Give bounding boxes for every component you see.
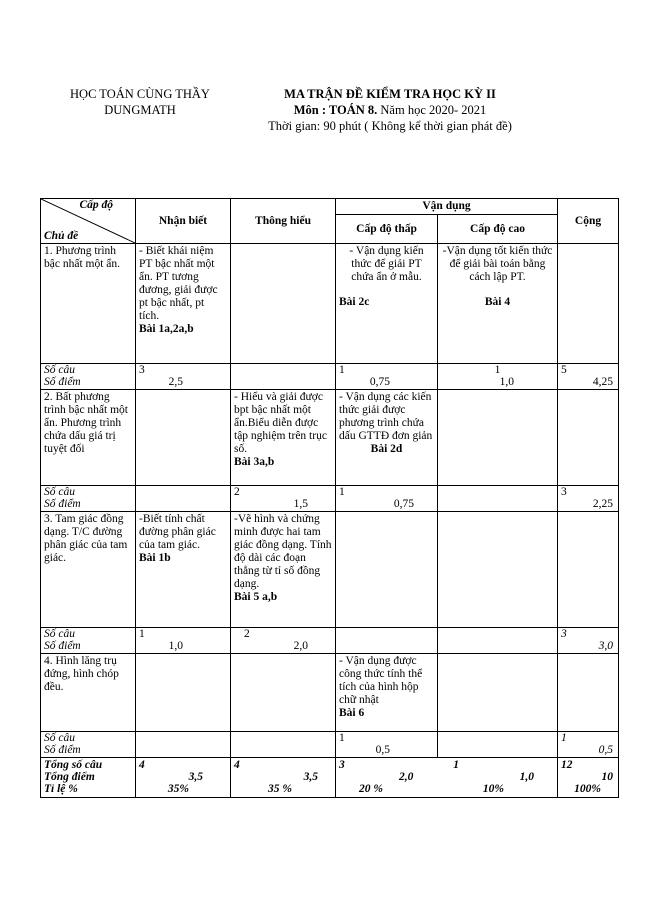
cao-score [438, 486, 558, 512]
topic-row-3 [41, 512, 619, 628]
th-cell [231, 654, 336, 732]
thap-cell [336, 244, 438, 364]
thap-cau: 1 [339, 486, 345, 498]
nb-cell [136, 244, 231, 364]
cao-diem: 1,0 [499, 376, 515, 388]
school-name: HỌC TOÁN CÙNG THẦY [70, 87, 210, 101]
thap-cell [336, 654, 438, 732]
subject-line [245, 102, 535, 118]
nb-total-diem: 3,5 [188, 771, 203, 783]
th-cell [231, 244, 336, 364]
cong-diem: 4,25 [592, 376, 614, 388]
score-labels [41, 486, 136, 512]
topic-name: 3. Tam giác đồng dạng. T/C đường phân giác của tam giác. [41, 512, 136, 628]
thap-total-pct: 20 % [359, 783, 383, 795]
totals-row [41, 758, 619, 798]
thap-total-cau: 3 [339, 759, 345, 771]
nb-score [136, 364, 231, 390]
cao-text: -Vận dụng tốt kiến thức để giải bài toán bằng cách lập PT. [442, 245, 553, 283]
nb-cau: 3 [139, 364, 145, 376]
cong-diem: 2,25 [592, 498, 614, 510]
th-diem: 1,5 [293, 498, 308, 510]
cong-cau: 3 [561, 486, 567, 498]
th-totals [231, 758, 336, 798]
totals-labels [41, 758, 136, 798]
nb-diem: 1,0 [168, 640, 183, 652]
cong-score [558, 364, 619, 390]
thap-cau: 1 [339, 364, 345, 376]
so-cau-label: Số câu [44, 732, 75, 744]
cong-cell [558, 390, 619, 486]
thap-total-diem: 2,0 [399, 771, 414, 783]
cao-bai: Bài 4 [484, 296, 511, 308]
cong-cell [558, 654, 619, 732]
th-diem: 2,0 [293, 640, 308, 652]
cong-totals [558, 758, 619, 798]
th-total-diem: 3,5 [303, 771, 318, 783]
so-cau-label: Số câu [44, 628, 75, 640]
thap-score [336, 732, 438, 758]
thap-text: - Vận dụng các kiến thức giải được phương trình chứa dấu GTTĐ đơn giản [339, 391, 433, 442]
cao-score [438, 628, 558, 654]
score-labels [41, 364, 136, 390]
thap-diem: 0,75 [393, 498, 414, 510]
so-diem-label: Số điểm [44, 640, 81, 652]
thap-score [336, 364, 438, 390]
subject-label: Môn : TOÁN 8. [293, 103, 378, 117]
th-cell [231, 512, 336, 628]
nb-total-pct: 35% [167, 783, 189, 795]
col-cap-do-thap: Cấp độ thấp [336, 215, 438, 244]
topic-name: 4. Hình lăng trụ đứng, hình chóp đều. [41, 654, 136, 732]
thap-cell [336, 512, 438, 628]
corner-cell [41, 199, 136, 244]
topic-row-2 [41, 390, 619, 486]
corner-topic-label: Chủ đề [44, 230, 79, 242]
cao-total-pct: 10% [482, 783, 505, 795]
th-text: -Vẽ hình và chứng minh được hai tam giác đồng dạng. Tính độ dài các đoạn thẳng từ tỉ số đồng dạng. [234, 513, 332, 590]
nb-cell [136, 390, 231, 486]
exam-matrix-table [40, 198, 619, 798]
col-cap-do-cao: Cấp độ cao [438, 215, 558, 244]
cong-cau: 1 [561, 732, 567, 744]
cao-cell [438, 390, 558, 486]
cong-cell [558, 512, 619, 628]
cong-score [558, 732, 619, 758]
cong-total-pct: 100% [574, 783, 602, 795]
cong-score [558, 486, 619, 512]
score-row-1 [41, 364, 619, 390]
nb-score [136, 732, 231, 758]
th-bai: Bài 3a,b [234, 456, 275, 468]
nb-score [136, 486, 231, 512]
school-header [40, 86, 240, 118]
col-thong-hieu: Thông hiểu [231, 199, 336, 244]
so-cau-label: Số câu [44, 486, 75, 498]
thap-cell [336, 390, 438, 486]
th-score [231, 732, 336, 758]
score-row-2 [41, 486, 619, 512]
total-points-label: Tổng điểm [44, 771, 95, 783]
cong-diem: 3,0 [598, 640, 614, 652]
thap-bai: Bài 2c [339, 296, 370, 308]
topic-row-4 [41, 654, 619, 732]
thap-score [336, 486, 438, 512]
so-diem-label: Số điểm [44, 376, 81, 388]
score-labels [41, 628, 136, 654]
nb-text: -Biết tính chất đường phân giác của tam giác. [139, 513, 216, 551]
topic-row-1 [41, 244, 619, 364]
thap-text: - Vận dụng kiến thức để giải PT chứa ẩn ở mẫu. [349, 245, 424, 283]
th-score [231, 628, 336, 654]
th-cau: 2 [244, 628, 250, 640]
so-diem-label: Số điểm [44, 744, 81, 756]
cao-cau: 1 [494, 364, 501, 376]
cong-cau: 5 [561, 364, 567, 376]
th-score [231, 486, 336, 512]
thap-diem: 0,5 [375, 744, 390, 756]
teacher-name: DUNGMATH [104, 103, 176, 117]
so-diem-label: Số điểm [44, 498, 81, 510]
nb-cell [136, 654, 231, 732]
score-row-4 [41, 732, 619, 758]
cong-score [558, 628, 619, 654]
th-score [231, 364, 336, 390]
cao-score [438, 732, 558, 758]
col-nhan-biet: Nhận biết [136, 199, 231, 244]
th-cau: 2 [234, 486, 240, 498]
th-bai: Bài 5 a,b [234, 591, 278, 603]
percentage-label: Tỉ lệ % [44, 783, 78, 795]
cao-score [438, 364, 558, 390]
cong-total-cau: 12 [561, 759, 573, 771]
nb-total-cau: 4 [139, 759, 145, 771]
col-van-dung: Vận dụng [336, 199, 558, 215]
topic-name: 1. Phương trình bậc nhất một ẩn. [41, 244, 136, 364]
th-text: - Hiểu và giải được bpt bậc nhất một ẩn.Biểu diễn được tập nghiệm trên trục số. [234, 391, 327, 455]
th-total-cau: 4 [234, 759, 240, 771]
cao-cell [438, 654, 558, 732]
school-year: Năm học 2020- 2021 [377, 103, 487, 117]
thap-bai: Bài 2d [370, 443, 403, 455]
cong-diem: 0,5 [598, 744, 614, 756]
so-cau-label: Số câu [44, 364, 75, 376]
th-cell [231, 390, 336, 486]
thap-text: - Vận dụng được công thức tính thể tích của hình hộp chữ nhật [339, 655, 423, 706]
nb-cau: 1 [139, 628, 145, 640]
exam-duration: Thời gian: 90 phút ( Không kể thời gian phát đề) [268, 119, 512, 133]
score-labels [41, 732, 136, 758]
nb-diem: 2,5 [168, 376, 183, 388]
cao-cell [438, 512, 558, 628]
cong-cell [558, 244, 619, 364]
thap-cau: 1 [339, 732, 345, 744]
nb-bai: Bài 1a,2a,b [139, 323, 194, 335]
document-title: MA TRẬN ĐỀ KIỂM TRA HỌC KỲ II [284, 87, 496, 101]
thap-bai: Bài 6 [339, 707, 365, 719]
corner-level-label: Cấp độ [79, 199, 113, 211]
header-row-1 [41, 199, 619, 215]
cong-cau: 3 [561, 628, 567, 640]
cong-total-diem: 10 [601, 771, 614, 783]
nb-text: - Biết khái niệm PT bậc nhất một ẩn. PT tương đương, giải được pt bậc nhất, pt tích. [139, 245, 218, 322]
cao-total-diem: 1,0 [519, 771, 535, 783]
nb-bai: Bài 1b [139, 552, 171, 564]
nb-totals [136, 758, 231, 798]
cao-cell [438, 244, 558, 364]
thap-diem: 0,75 [369, 376, 390, 388]
col-cong: Cộng [558, 199, 619, 244]
vd-totals [336, 758, 558, 798]
cao-total-cau: 1 [453, 759, 460, 771]
nb-cell [136, 512, 231, 628]
nb-score [136, 628, 231, 654]
score-row-3 [41, 628, 619, 654]
exam-header [245, 86, 535, 134]
total-questions-label: Tổng số câu [44, 759, 103, 771]
topic-name: 2. Bất phương trình bậc nhất một ẩn. Phương trình chứa dấu giá trị tuyệt đối [41, 390, 136, 486]
th-total-pct: 35 % [268, 783, 292, 795]
thap-score [336, 628, 438, 654]
